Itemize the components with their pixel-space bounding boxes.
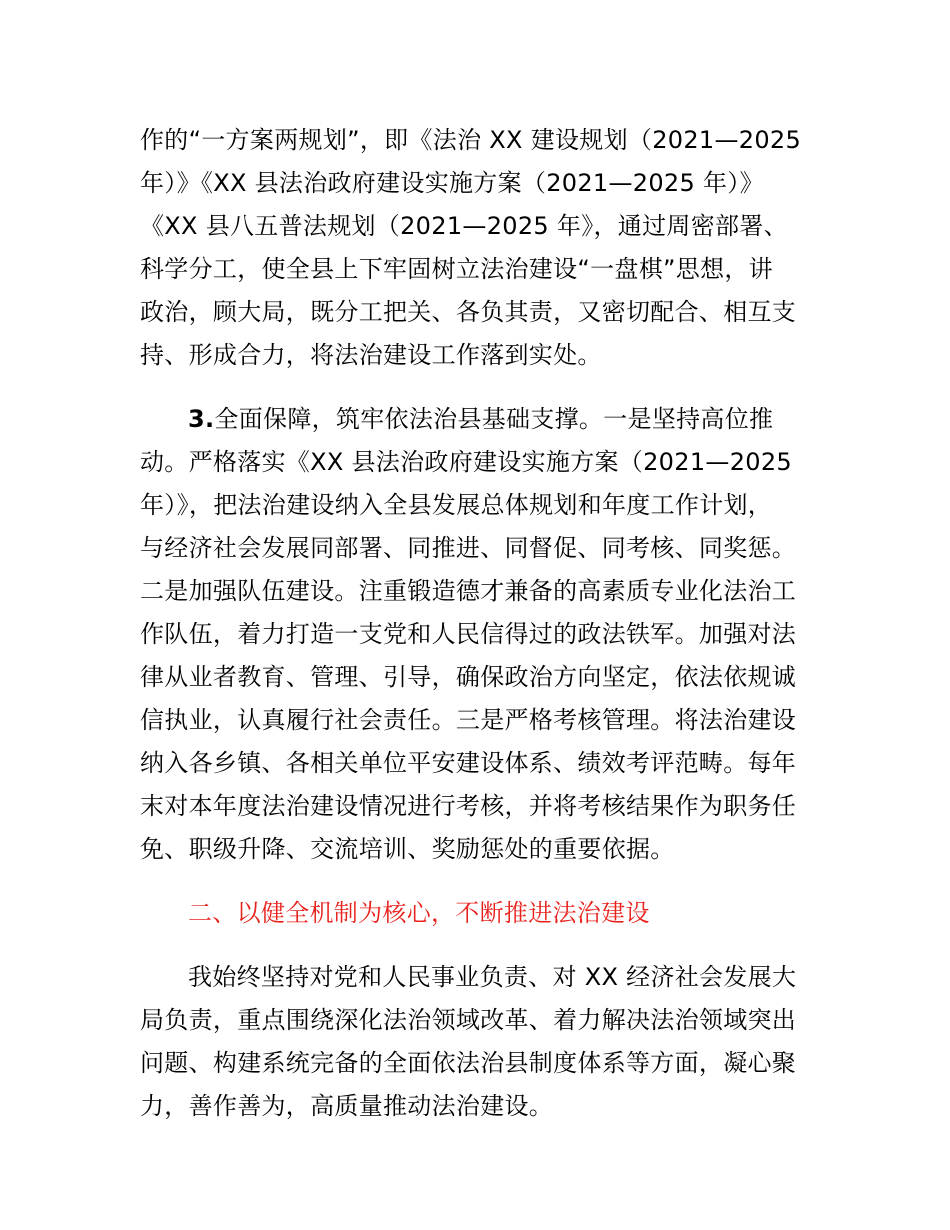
text-line: 律从业者教育、管理、引导，确保政治方向坚定，依法依规诚: [140, 663, 797, 691]
text-line: 纳入各乡镇、各相关单位平安建设体系、绩效考评范畴。每年: [140, 749, 797, 777]
text-line: 年）》，把法治建设纳入全县发展总体规划和年度工作计划，: [140, 491, 773, 519]
text-line: 与经济社会发展同部署、同推进、同督促、同考核、同奖惩。: [140, 534, 797, 562]
text-line: 科学分工，使全县上下牢固树立法治建设“一盘棋”思想，讲: [140, 255, 773, 283]
section-heading: 二、以健全机制为核心，不断推进法治建设: [188, 899, 650, 927]
text-line: 力，善作善为，高质量推动法治建设。: [140, 1092, 554, 1120]
text-line: 《XX 县八五普法规划（2021—2025 年》，通过周密部署、: [140, 212, 788, 240]
text-line: 免、职级升降、交流培训、奖励惩处的重要依据。: [140, 835, 675, 863]
text-line: 问题、构建系统完备的全面依法治县制度体系等方面，凝心聚: [140, 1049, 797, 1077]
text-line: 年）》《XX 县法治政府建设实施方案（2021—2025 年）》: [140, 169, 764, 197]
section-number: 3.: [188, 405, 215, 433]
text-line: 作的“一方案两规划”，即《法治 XX 建设规划（2021—2025: [140, 126, 802, 154]
text-line: 持、形成合力，将法治建设工作落到实处。: [140, 341, 602, 369]
text-line: 末对本年度法治建设情况进行考核，并将考核结果作为职务任: [140, 792, 797, 820]
text-line: 局负责，重点围绕深化法治领域改革、着力解决法治领域突出: [140, 1006, 797, 1034]
text-line: 动。严格落实《XX 县法治政府建设实施方案（2021—2025: [140, 448, 792, 476]
text-line: 二是加强队伍建设。注重锻造德才兼备的高素质专业化法治工: [140, 577, 797, 605]
text-line: 作队伍，着力打造一支党和人民信得过的政法铁军。加强对法: [140, 620, 797, 648]
text-line: 信执业，认真履行社会责任。三是严格考核管理。将法治建设: [140, 706, 797, 734]
text-line: 政治，顾大局，既分工把关、各负其责，又密切配合、相互支: [140, 298, 797, 326]
text-line: 我始终坚持对党和人民事业负责、对 XX 经济社会发展大: [188, 963, 797, 991]
text-span: 全面保障，筑牢依法治县基础支撑。一是坚持高位推: [214, 405, 774, 433]
text-line: [188, 403, 820, 435]
